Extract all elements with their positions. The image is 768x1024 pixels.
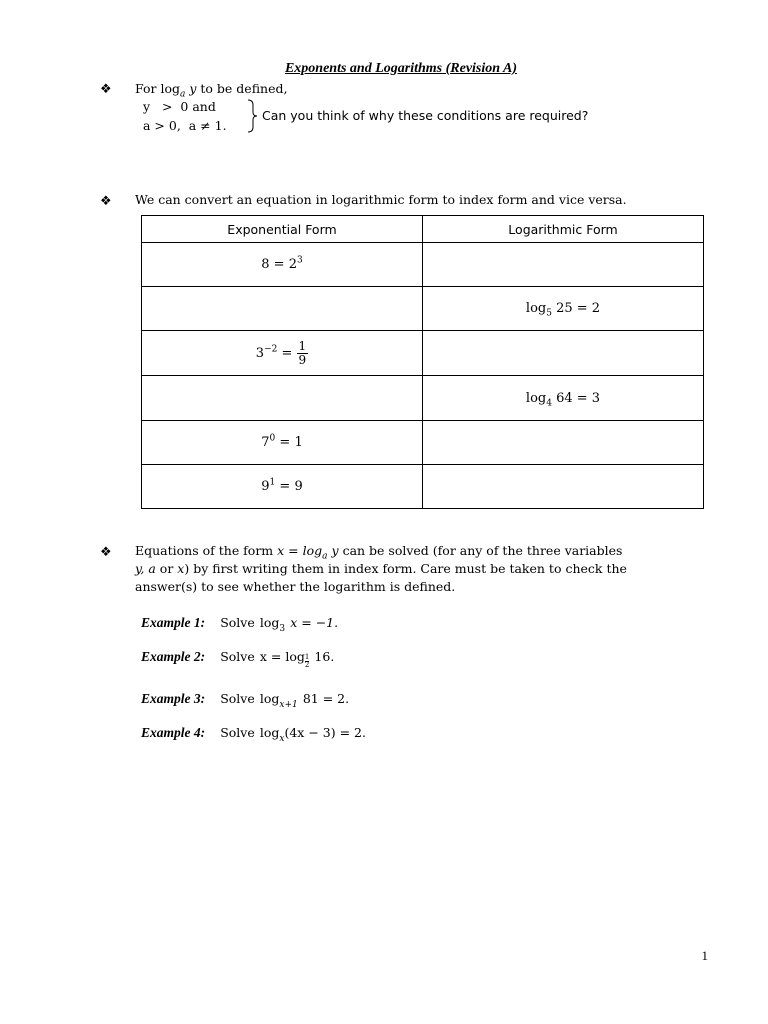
exp-equals: = 9 [279, 479, 303, 494]
equations-line-2 [135, 561, 675, 576]
exp-value: 3 [255, 345, 265, 361]
solve-word: Solve [220, 615, 255, 630]
condition-2: a > 0, a ≠ 1. [143, 118, 227, 133]
log-base: 5 [546, 308, 552, 319]
bullet-icon: ❖ [100, 82, 112, 97]
curly-brace-icon [246, 99, 258, 133]
log-cell [423, 376, 704, 421]
table-row [142, 331, 704, 376]
exp-power: 0 [269, 433, 276, 444]
example-base-fraction [305, 654, 309, 669]
exp-cell-empty [142, 376, 423, 421]
domain-condition-intro [135, 81, 288, 100]
exp-cell-empty [142, 287, 423, 331]
example-3 [141, 688, 350, 711]
table-row [142, 243, 704, 287]
table-row [142, 287, 704, 331]
example-log: x = log [259, 649, 305, 664]
log-cell [423, 287, 704, 331]
exp-power: −2 [264, 344, 278, 355]
example-log: log [259, 615, 280, 630]
line2-text: ) by first writing them in index form. Care must be taken to check the [184, 561, 627, 576]
solve-word: Solve [220, 691, 255, 706]
example-base: 3 [279, 624, 286, 635]
fraction-numerator: 1 [298, 338, 307, 353]
line1-equation: x = log [277, 543, 323, 558]
example-log: log [259, 691, 280, 706]
exp-value: 7 [261, 435, 270, 450]
line1-text-a: Equations of the form [135, 543, 274, 558]
intro-tail: to be defined, [200, 81, 288, 96]
example-label: Example 4: [141, 725, 206, 740]
intro-text: For log [135, 81, 180, 96]
log-base: 4 [546, 398, 552, 409]
example-base: x+1 [279, 700, 298, 711]
intro-subscript: a [180, 89, 186, 100]
condition-1: y > 0 and [143, 99, 216, 114]
example-equation: x = −1. [290, 615, 339, 630]
example-base: x [279, 734, 285, 745]
table-header-row [142, 216, 704, 243]
exp-equals: = [281, 345, 293, 361]
table-row [142, 421, 704, 465]
line2-x: x [177, 561, 185, 576]
fraction-denominator: 9 [298, 352, 307, 367]
header-logarithmic: Logarithmic Form [423, 216, 704, 243]
conditions-question: Can you think of why these conditions are required? [262, 108, 589, 123]
exp-value: 9 [261, 479, 270, 494]
log-cell-empty [423, 465, 704, 509]
example-equation: (4x − 3) = 2. [284, 725, 366, 740]
conversion-intro: We can convert an equation in logarithmic form to index form and vice versa. [135, 192, 627, 207]
example-equation: 16. [314, 649, 335, 664]
line1-subscript: a [322, 551, 328, 562]
log-cell-empty [423, 331, 704, 376]
log-word: log [525, 390, 547, 406]
conversion-table [141, 215, 704, 509]
bullet-icon: ❖ [100, 545, 112, 560]
exp-power: 3 [296, 255, 303, 266]
log-cell-empty [423, 243, 704, 287]
base-numerator: 1 [304, 653, 310, 661]
bullet-icon: ❖ [100, 194, 112, 209]
log-cell-empty [423, 421, 704, 465]
solve-word: Solve [220, 725, 255, 740]
fraction [297, 340, 309, 367]
table-row [142, 465, 704, 509]
equations-line-3: answer(s) to see whether the logarithm is defined. [135, 579, 456, 594]
header-exponential: Exponential Form [142, 216, 423, 243]
example-equation: 81 = 2. [302, 691, 350, 706]
base-denominator: 2 [304, 661, 310, 669]
line2-or: or [159, 561, 174, 576]
line2-vars: y, a [135, 561, 156, 576]
example-label: Example 3: [141, 691, 206, 706]
equations-line-1 [135, 543, 675, 562]
exp-equals: = 1 [279, 435, 303, 450]
log-word: log [525, 301, 547, 316]
page-title: Exponents and Logarithms (Revision A) [284, 61, 518, 76]
exp-cell [142, 421, 423, 465]
example-log: log [259, 725, 280, 740]
exp-cell [142, 465, 423, 509]
log-rest: 25 = 2 [556, 301, 601, 316]
line1-text-b: can be solved (for any of the three variables [342, 543, 623, 558]
exp-value: 8 = 2 [261, 257, 297, 272]
exp-power: 1 [269, 477, 276, 488]
exp-cell [142, 243, 423, 287]
example-2 [141, 646, 334, 669]
solve-word: Solve [220, 649, 255, 664]
example-4 [141, 722, 366, 745]
log-rest: 64 = 3 [556, 390, 601, 406]
example-label: Example 1: [141, 615, 206, 630]
exp-cell [142, 331, 423, 376]
line1-variable: y [331, 543, 339, 558]
page-number: 1 [701, 948, 708, 963]
intro-variable: y [189, 81, 197, 96]
table-row [142, 376, 704, 421]
example-1 [141, 612, 339, 635]
example-label: Example 2: [141, 649, 206, 664]
